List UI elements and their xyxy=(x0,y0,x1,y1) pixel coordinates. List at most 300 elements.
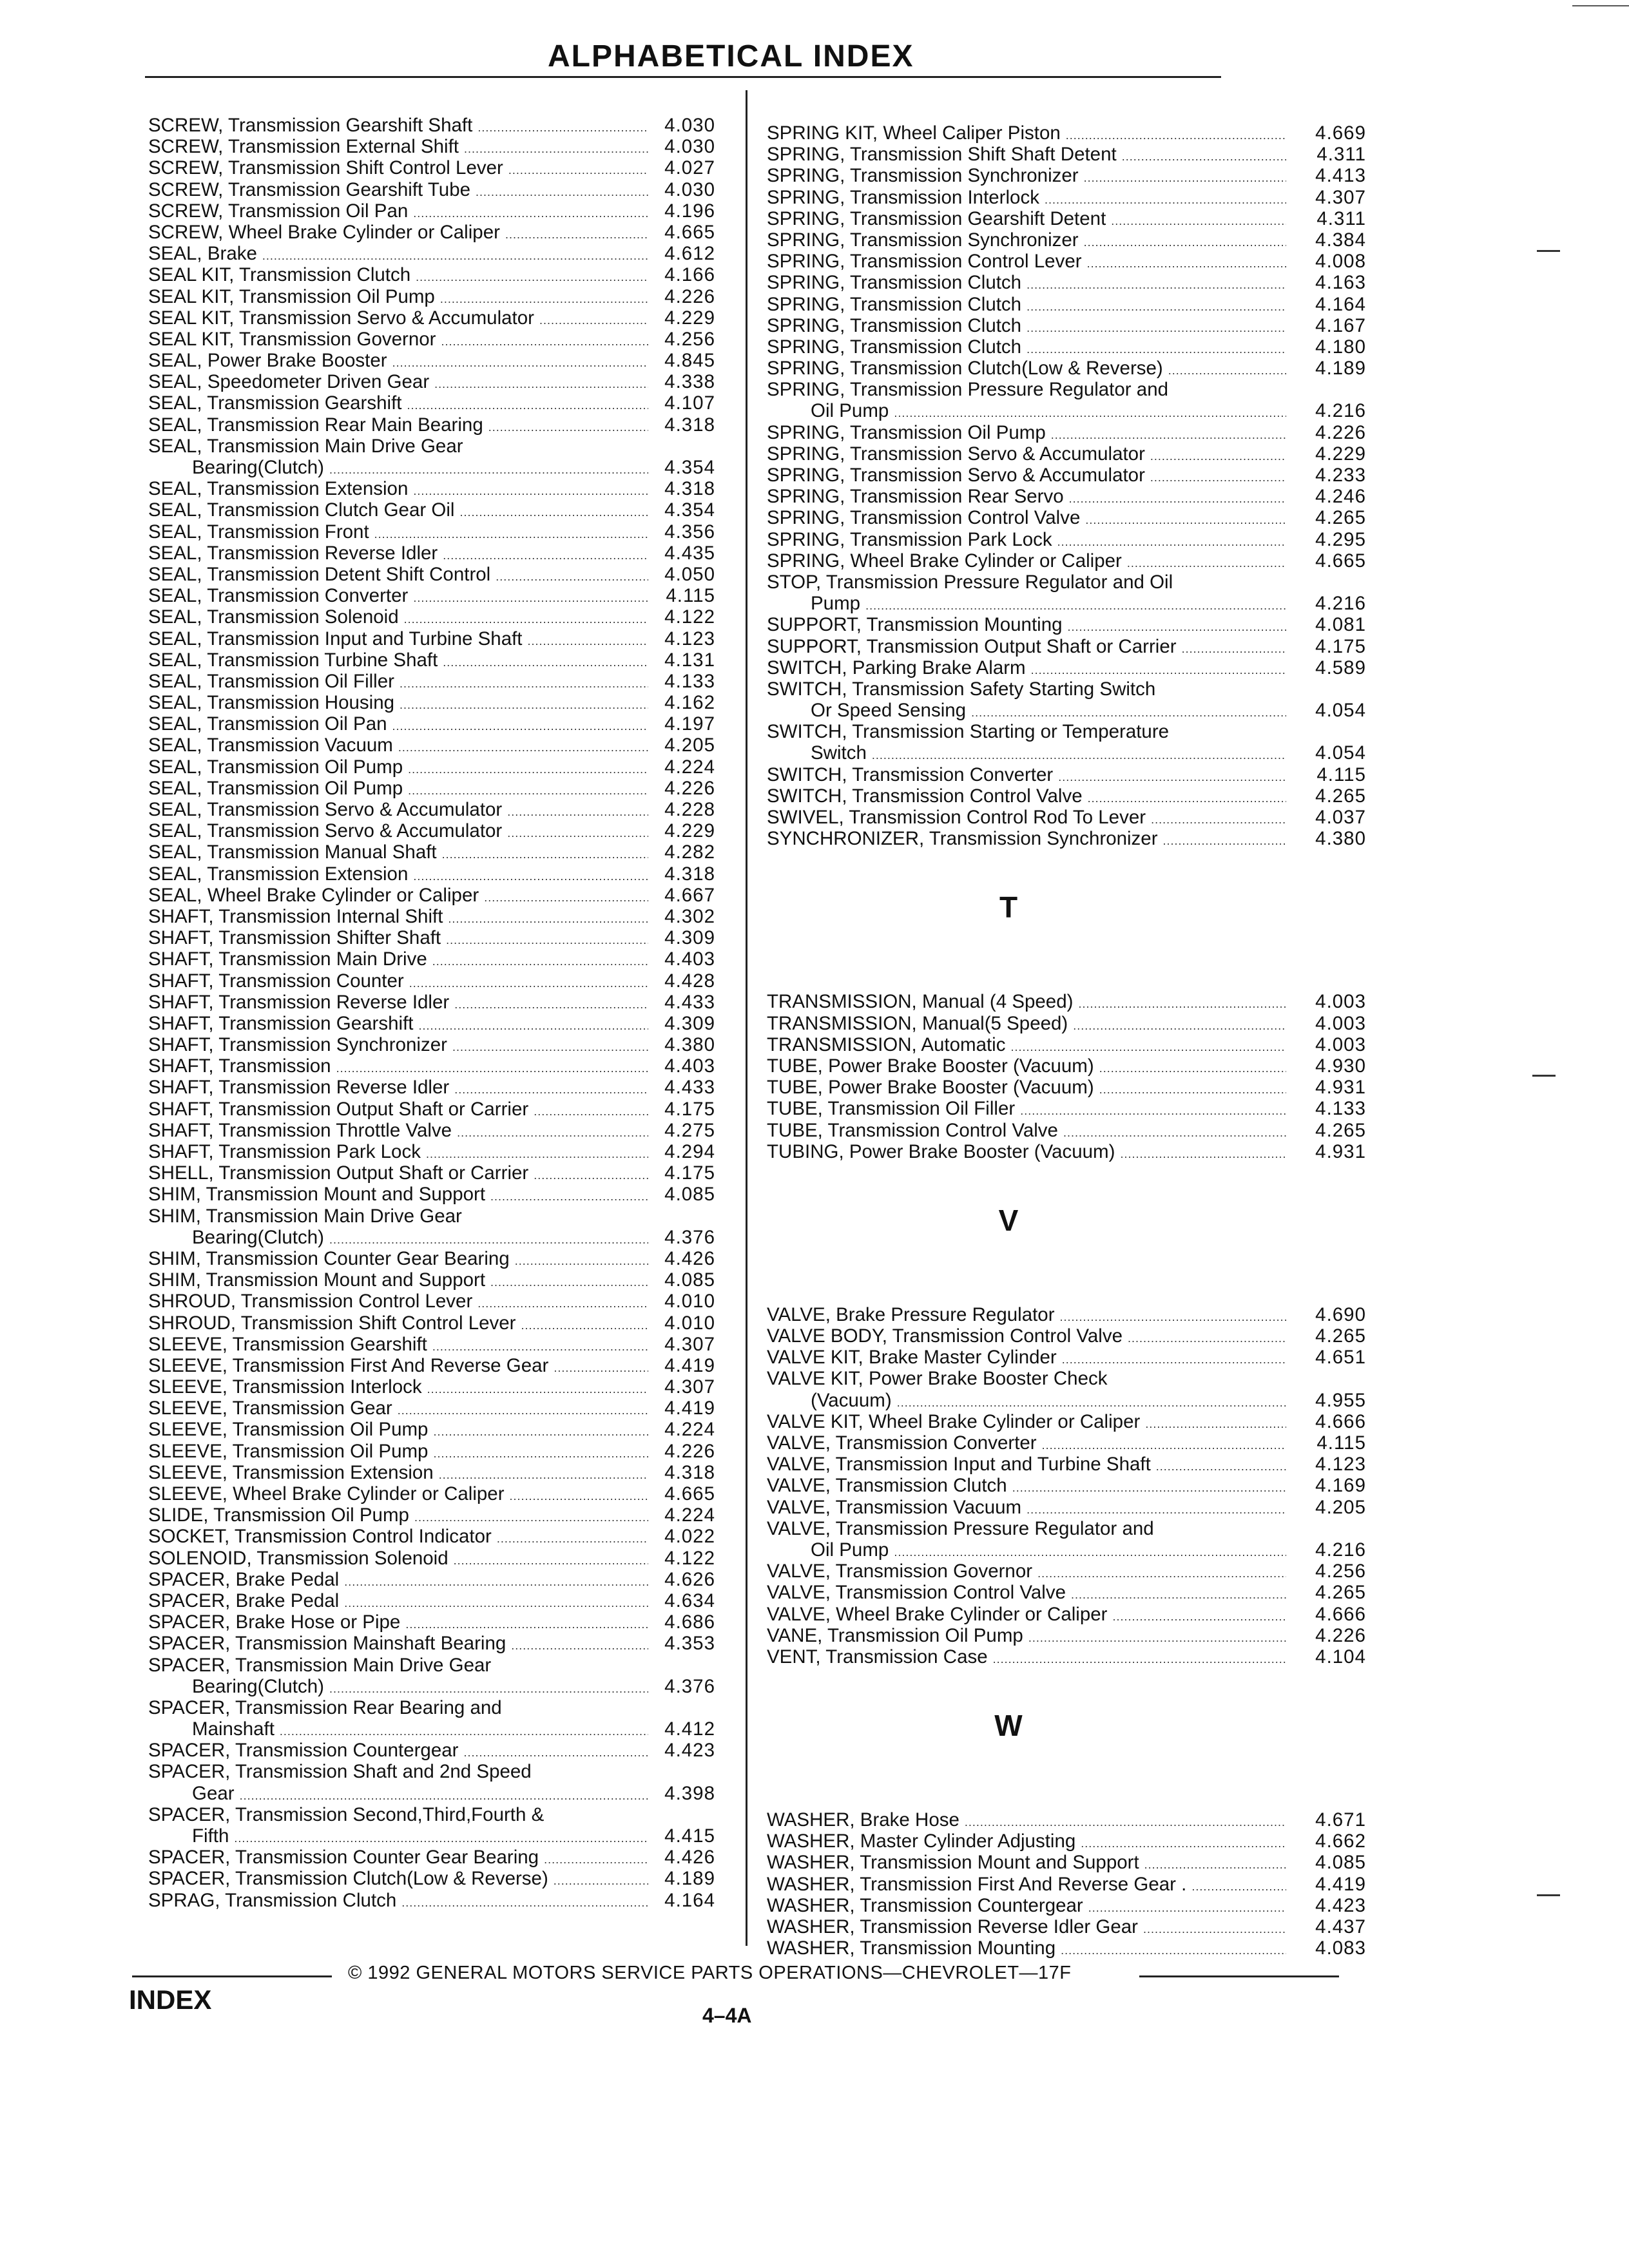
index-entry-label: SLEEVE, Transmission Extension xyxy=(148,1461,434,1483)
index-entry xyxy=(767,1646,1366,1667)
index-entry-label: SPRING, Transmission Clutch xyxy=(767,272,1022,294)
index-entry xyxy=(148,371,715,392)
index-entry-page: 4.030 xyxy=(664,136,715,158)
index-entry xyxy=(767,1831,1366,1852)
index-entry xyxy=(767,122,1366,144)
dot-leader xyxy=(416,267,648,288)
index-entry xyxy=(767,1454,1366,1475)
index-column-right xyxy=(767,122,1366,1959)
dot-leader xyxy=(534,1101,648,1122)
index-entry-label: TUBE, Power Brake Booster (Vacuum) xyxy=(767,1055,1094,1077)
index-entry-label: SPRING, Wheel Brake Cylinder or Caliper xyxy=(767,550,1122,572)
index-entry xyxy=(767,1411,1366,1432)
index-entry-page: 4.665 xyxy=(1315,550,1366,572)
index-entry-page: 4.037 xyxy=(1315,807,1366,828)
dot-leader xyxy=(528,631,649,652)
index-entry xyxy=(767,657,1366,678)
dot-leader xyxy=(1085,510,1286,531)
index-entry-page: 4.115 xyxy=(1316,764,1366,785)
index-entry-page: 4.433 xyxy=(664,991,715,1013)
index-entry-page: 4.338 xyxy=(664,371,715,393)
index-entry-label: SEAL, Transmission Servo & Accumulator xyxy=(148,820,503,842)
index-entry-label: SHAFT, Transmission Reverse Idler xyxy=(148,991,450,1013)
index-entry-label: SHIM, Transmission Main Drive Gear xyxy=(148,1205,462,1227)
index-entry-page: 4.122 xyxy=(664,606,715,628)
index-entry xyxy=(148,1526,715,1547)
index-entry-label: Switch xyxy=(811,742,867,764)
index-entry-label: VANE, Transmission Oil Pump xyxy=(767,1624,1023,1646)
index-entry-page: 4.008 xyxy=(1315,251,1366,273)
footer-rule-right xyxy=(1139,1975,1339,1977)
dot-leader xyxy=(1087,253,1286,274)
index-entry-label: SWITCH, Transmission Control Valve xyxy=(767,785,1083,807)
index-entry-label: VALVE, Brake Pressure Regulator xyxy=(767,1303,1055,1325)
index-entry-label: TUBE, Power Brake Booster (Vacuum) xyxy=(767,1077,1094,1099)
index-entry-page: 4.311 xyxy=(1316,207,1366,229)
index-entry-page: 4.356 xyxy=(664,521,715,543)
index-entry xyxy=(767,1304,1366,1325)
index-entry-page: 4.123 xyxy=(664,628,715,649)
index-entry-page: 4.010 xyxy=(664,1291,715,1312)
index-entry-page: 4.626 xyxy=(664,1568,715,1590)
dot-leader xyxy=(1099,1079,1286,1100)
index-entry-page: 4.196 xyxy=(664,200,715,222)
index-entry xyxy=(148,1248,715,1269)
index-entry xyxy=(148,1162,715,1184)
index-entry-page: 4.380 xyxy=(1315,828,1366,850)
index-entry-label: SCREW, Wheel Brake Cylinder or Caliper xyxy=(148,221,500,243)
index-entry-page: 4.265 xyxy=(1315,1582,1366,1604)
index-entry-page: 4.265 xyxy=(1315,1325,1366,1347)
dot-leader xyxy=(1112,1606,1286,1628)
index-entry-label: Or Speed Sensing xyxy=(811,700,967,722)
index-entry-label: SEAL, Transmission Reverse Idler xyxy=(148,542,438,564)
index-entry-label: SHIM, Transmission Mount and Support xyxy=(148,1184,486,1206)
index-entry xyxy=(148,863,715,885)
index-entry-page: 4.003 xyxy=(1315,991,1366,1013)
index-entry xyxy=(148,649,715,671)
index-entry-page: 4.426 xyxy=(664,1247,715,1269)
index-entry xyxy=(148,1569,715,1590)
index-entry-label: WASHER, Transmission Mount and Support xyxy=(767,1852,1139,1874)
index-entry xyxy=(767,1809,1366,1831)
dot-leader xyxy=(1027,318,1286,339)
index-entry xyxy=(767,1368,1366,1389)
index-entry xyxy=(767,1561,1366,1582)
index-entry xyxy=(148,329,715,350)
dot-leader xyxy=(1156,1456,1286,1477)
index-entry-page: 4.428 xyxy=(664,970,715,992)
index-entry-page: 4.413 xyxy=(1315,165,1366,187)
dot-leader xyxy=(507,823,648,844)
index-entry-label: SEAL, Transmission Servo & Accumulator xyxy=(148,799,503,820)
index-entry-page: 4.175 xyxy=(664,1098,715,1120)
index-entry-label: SEAL, Brake xyxy=(148,243,257,265)
index-entry-page: 4.030 xyxy=(664,178,715,200)
index-entry-page: 4.666 xyxy=(1315,1603,1366,1625)
index-entry-page: 4.122 xyxy=(664,1547,715,1569)
index-entry xyxy=(767,358,1366,379)
index-entry-label: SEAL, Transmission Oil Pump xyxy=(148,756,403,778)
index-entry xyxy=(148,606,715,628)
index-entry-page: 4.666 xyxy=(1315,1410,1366,1432)
index-entry-page: 4.169 xyxy=(1315,1475,1366,1497)
index-entry-label: SPRING, Transmission Synchronizer xyxy=(767,165,1079,187)
index-entry xyxy=(767,742,1366,764)
index-entry-page: 4.412 xyxy=(664,1718,715,1740)
index-entry-page: 4.433 xyxy=(664,1077,715,1099)
index-entry xyxy=(148,286,715,307)
index-entry xyxy=(767,443,1366,465)
index-entry-label: SEAL KIT, Transmission Servo & Accumulator xyxy=(148,307,534,329)
index-entry xyxy=(148,1740,715,1761)
index-entry-label: SEAL, Transmission Solenoid xyxy=(148,606,399,628)
index-entry-page: 4.671 xyxy=(1315,1809,1366,1831)
index-entry-page: 4.216 xyxy=(1315,400,1366,422)
index-entry-label: WASHER, Transmission Reverse Idler Gear xyxy=(767,1916,1138,1937)
index-entry xyxy=(767,1497,1366,1518)
index-entry-label: STOP, Transmission Pressure Regulator and Oil xyxy=(767,571,1173,593)
index-entry xyxy=(767,1077,1366,1098)
index-entry-label: SPACER, Transmission Second,Third,Fourth & xyxy=(148,1803,545,1825)
index-entry-page: 4.104 xyxy=(1315,1646,1366,1667)
index-entry-label: SEAL, Transmission Manual Shaft xyxy=(148,841,437,863)
index-entry-page: 4.256 xyxy=(1315,1561,1366,1582)
index-entry xyxy=(767,1895,1366,1916)
index-entry xyxy=(148,778,715,799)
index-section-t xyxy=(767,991,1366,1162)
index-entry xyxy=(148,222,715,243)
index-entry xyxy=(767,144,1366,165)
index-entry-label: SPACER, Transmission Clutch(Low & Reverse) xyxy=(148,1868,548,1890)
dot-leader xyxy=(1128,1328,1286,1349)
index-entry-page: 4.423 xyxy=(664,1740,715,1762)
index-section-w xyxy=(767,1809,1366,1959)
index-entry-page: 4.384 xyxy=(1315,229,1366,251)
index-entry-label: SLEEVE, Transmission Interlock xyxy=(148,1376,422,1398)
index-entry xyxy=(148,735,715,756)
index-entry-label: SPRING, Transmission Synchronizer xyxy=(767,229,1079,251)
index-entry-page: 4.307 xyxy=(664,1333,715,1355)
dot-leader xyxy=(1027,274,1286,296)
dot-leader xyxy=(484,887,648,908)
index-entry-page: 4.216 xyxy=(1315,1539,1366,1561)
index-entry-page: 4.131 xyxy=(664,649,715,671)
index-entry-label: SEAL, Transmission Gearshift xyxy=(148,392,402,414)
dot-leader xyxy=(488,417,648,438)
index-entry xyxy=(148,1206,715,1227)
index-entry-page: 4.226 xyxy=(664,1440,715,1462)
index-entry xyxy=(148,1697,715,1718)
dot-leader xyxy=(507,802,648,823)
index-entry xyxy=(148,799,715,820)
index-entry-label: SPRING, Transmission Clutch xyxy=(767,336,1022,358)
index-entry-label: SEAL KIT, Transmission Oil Pump xyxy=(148,285,435,307)
index-entry-label: TRANSMISSION, Manual(5 Speed) xyxy=(767,1012,1068,1034)
index-entry xyxy=(148,457,715,478)
dot-leader xyxy=(1143,1919,1286,1940)
footer-section-label: INDEX xyxy=(129,1984,212,2015)
index-entry-page: 4.003 xyxy=(1315,1033,1366,1055)
index-entry-label: SWITCH, Transmission Converter xyxy=(767,764,1054,785)
index-entry-label: SPRAG, Transmission Clutch xyxy=(148,1889,397,1911)
index-entry xyxy=(767,400,1366,421)
dot-leader xyxy=(1182,639,1286,660)
index-entry-page: 4.634 xyxy=(664,1590,715,1611)
index-entry-label: SHAFT, Transmission Park Lock xyxy=(148,1141,421,1162)
index-entry xyxy=(148,350,715,371)
index-entry-page: 4.229 xyxy=(664,307,715,329)
index-entry-label: Bearing(Clutch) xyxy=(192,1226,324,1248)
index-entry-label: SPACER, Transmission Counter Gear Bearing xyxy=(148,1847,539,1869)
index-entry-label: Fifth xyxy=(192,1825,229,1847)
index-entry xyxy=(767,550,1366,572)
index-entry xyxy=(767,636,1366,657)
index-entry xyxy=(767,785,1366,807)
index-entry xyxy=(148,115,715,136)
index-entry-label: SHAFT, Transmission Output Shaft or Carrier xyxy=(148,1098,529,1120)
index-entry-label: SEAL, Transmission Input and Turbine Shaft xyxy=(148,628,523,649)
margin-tick xyxy=(1532,1075,1556,1077)
index-entry-label: SPRING, Transmission Control Lever xyxy=(767,251,1082,273)
index-entry xyxy=(148,820,715,841)
dot-leader xyxy=(433,1443,648,1465)
index-entry-label: SHAFT, Transmission xyxy=(148,1055,331,1077)
index-entry-page: 4.931 xyxy=(1315,1077,1366,1099)
index-entry-label: SEAL, Transmission Clutch Gear Oil xyxy=(148,499,455,521)
index-entry-page: 4.294 xyxy=(664,1141,715,1162)
index-entry-label: SHAFT, Transmission Gearshift xyxy=(148,1012,414,1034)
index-entry-label: SEAL, Transmission Front xyxy=(148,521,369,543)
index-entry xyxy=(767,721,1366,742)
index-entry-page: 4.275 xyxy=(664,1119,715,1141)
index-entry-page: 4.224 xyxy=(664,1504,715,1526)
index-entry-label: TUBE, Transmission Oil Filler xyxy=(767,1098,1016,1120)
index-entry-label: SHAFT, Transmission Main Drive xyxy=(148,948,427,970)
index-entry-label: WASHER, Transmission Mounting xyxy=(767,1937,1056,1959)
index-entry xyxy=(148,1633,715,1654)
index-entry-label: SPRING, Transmission Control Valve xyxy=(767,507,1081,529)
index-entry-page: 4.115 xyxy=(666,585,715,607)
index-entry-label: SWITCH, Parking Brake Alarm xyxy=(767,657,1026,678)
index-entry-label: SEAL, Transmission Converter xyxy=(148,585,409,607)
index-entry xyxy=(767,1874,1366,1895)
index-entry-label: Mainshaft xyxy=(192,1718,275,1740)
index-entry-page: 4.205 xyxy=(664,735,715,756)
index-entry-page: 4.167 xyxy=(1315,314,1366,336)
index-entry-page: 4.686 xyxy=(664,1611,715,1633)
index-entry-label: SEAL, Power Brake Booster xyxy=(148,350,387,372)
index-entry-page: 4.107 xyxy=(664,392,715,414)
index-entry xyxy=(767,593,1366,614)
index-entry-page: 4.162 xyxy=(664,692,715,714)
index-entry xyxy=(148,1077,715,1098)
index-entry xyxy=(767,572,1366,593)
margin-tick xyxy=(1537,250,1560,252)
index-entry-page: 4.435 xyxy=(664,542,715,564)
index-entry-label: SWITCH, Transmission Safety Starting Switch xyxy=(767,678,1156,700)
index-entry-label: SEAL, Wheel Brake Cylinder or Caliper xyxy=(148,884,479,906)
index-entry-page: 4.256 xyxy=(664,328,715,350)
index-entry-label: SCREW, Transmission External Shift xyxy=(148,136,459,158)
index-entry xyxy=(148,264,715,285)
index-entry xyxy=(148,543,715,564)
dot-leader xyxy=(1120,1144,1286,1165)
title-rule xyxy=(145,76,1221,78)
index-entry-label: SHAFT, Transmission Reverse Idler xyxy=(148,1077,450,1099)
index-entry-page: 4.030 xyxy=(664,115,715,136)
index-entry-label: VENT, Transmission Case xyxy=(767,1646,988,1667)
index-entry xyxy=(148,1825,715,1847)
index-entry xyxy=(767,422,1366,443)
index-entry-label: TRANSMISSION, Manual (4 Speed) xyxy=(767,991,1074,1013)
index-entry xyxy=(767,1098,1366,1119)
dot-leader xyxy=(1168,360,1286,381)
dot-leader xyxy=(448,908,648,930)
index-entry-page: 4.010 xyxy=(664,1312,715,1334)
index-entry-label: SEAL, Transmission Rear Main Bearing xyxy=(148,414,483,436)
index-entry xyxy=(767,507,1366,528)
index-column-left xyxy=(148,115,715,1911)
index-entry-label: SLIDE, Transmission Oil Pump xyxy=(148,1504,409,1526)
index-entry xyxy=(767,1013,1366,1034)
index-entry xyxy=(148,1718,715,1740)
index-entry-label: SHAFT, Transmission Shifter Shaft xyxy=(148,927,441,949)
index-entry-label: SHAFT, Transmission Synchronizer xyxy=(148,1034,447,1056)
index-entry-label: SPACER, Transmission Mainshaft Bearing xyxy=(148,1633,506,1655)
index-entry-label: SPRING, Transmission Oil Pump xyxy=(767,421,1046,443)
page-title: ALPHABETICAL INDEX xyxy=(548,39,914,73)
dot-leader xyxy=(521,1315,648,1336)
index-entry xyxy=(148,1141,715,1162)
index-entry-label: SCREW, Transmission Oil Pan xyxy=(148,200,409,222)
dot-leader xyxy=(1027,296,1286,318)
dot-leader xyxy=(508,160,648,181)
dot-leader xyxy=(511,1635,648,1657)
index-entry-page: 4.164 xyxy=(664,1889,715,1911)
index-entry-page: 4.246 xyxy=(1315,486,1366,508)
index-entry-page: 4.083 xyxy=(1315,1937,1366,1959)
index-entry xyxy=(767,828,1366,849)
index-entry xyxy=(148,585,715,606)
index-entry xyxy=(148,1783,715,1804)
index-entry-label: SPRING, Transmission Clutch xyxy=(767,314,1022,336)
index-entry-label: SPRING, Transmission Rear Servo xyxy=(767,486,1064,508)
dot-leader xyxy=(427,1379,648,1400)
index-entry xyxy=(148,713,715,735)
index-entry-page: 4.403 xyxy=(664,1055,715,1077)
index-entry xyxy=(148,1590,715,1611)
dot-leader xyxy=(392,716,648,737)
dot-leader xyxy=(1111,211,1286,232)
dot-leader xyxy=(400,673,648,695)
index-entry xyxy=(148,1376,715,1398)
index-entry-label: SEAL KIT, Transmission Governor xyxy=(148,328,436,350)
dot-leader xyxy=(392,352,648,374)
dot-leader xyxy=(432,951,648,972)
index-entry-page: 4.419 xyxy=(1315,1873,1366,1895)
dot-leader xyxy=(490,1272,648,1293)
index-entry xyxy=(148,1504,715,1526)
index-entry xyxy=(767,991,1366,1012)
index-entry-page: 4.133 xyxy=(1315,1098,1366,1120)
index-entry-page: 4.302 xyxy=(664,905,715,927)
dot-leader xyxy=(452,1037,648,1058)
dot-leader xyxy=(446,930,648,951)
index-entry xyxy=(148,1441,715,1462)
index-entry xyxy=(148,671,715,692)
index-entry-page: 4.085 xyxy=(664,1184,715,1206)
index-entry-label: Oil Pump xyxy=(811,400,889,422)
index-entry-label: SEAL, Transmission Oil Filler xyxy=(148,670,394,692)
index-entry-page: 4.589 xyxy=(1315,657,1366,678)
index-entry xyxy=(148,200,715,222)
index-entry xyxy=(148,1120,715,1141)
index-entry xyxy=(767,315,1366,336)
index-entry-page: 4.205 xyxy=(1315,1496,1366,1518)
index-entry-page: 4.027 xyxy=(664,157,715,179)
index-entry-label: VALVE, Transmission Clutch xyxy=(767,1475,1007,1497)
corner-rule xyxy=(1572,5,1629,6)
index-entry-page: 4.081 xyxy=(1315,614,1366,636)
index-entry xyxy=(148,478,715,499)
dot-leader xyxy=(554,1870,648,1892)
index-entry-label: VALVE BODY, Transmission Control Valve xyxy=(767,1325,1123,1347)
index-entry-page: 4.307 xyxy=(1315,186,1366,208)
index-entry-label: SEAL KIT, Transmission Clutch xyxy=(148,264,411,286)
dot-leader xyxy=(401,1892,648,1914)
section-letter-w: W xyxy=(994,1709,1023,1743)
index-entry-page: 4.197 xyxy=(664,713,715,735)
index-entry-page: 4.003 xyxy=(1315,1012,1366,1034)
dot-leader xyxy=(457,1122,648,1144)
index-entry-label: SCREW, Transmission Gearshift Tube xyxy=(148,178,471,200)
index-entry xyxy=(148,1868,715,1889)
section-letter-t: T xyxy=(999,890,1018,925)
index-entry-page: 4.233 xyxy=(1315,465,1366,486)
index-entry xyxy=(148,1398,715,1419)
index-entry xyxy=(148,1804,715,1825)
index-entry-label: SEAL, Transmission Extension xyxy=(148,863,409,885)
index-entry xyxy=(767,807,1366,828)
index-entry-page: 4.318 xyxy=(664,478,715,500)
index-entry-page: 4.216 xyxy=(1315,593,1366,615)
index-entry xyxy=(767,1055,1366,1077)
index-entry-label: SPACER, Brake Hose or Pipe xyxy=(148,1611,401,1633)
index-entry-label: SLEEVE, Transmission Oil Pump xyxy=(148,1419,429,1441)
index-entry xyxy=(767,614,1366,635)
index-entry-page: 4.265 xyxy=(1315,507,1366,529)
dot-leader xyxy=(1073,1015,1286,1037)
index-entry-label: VALVE KIT, Wheel Brake Cylinder or Caliper xyxy=(767,1410,1141,1432)
dot-leader xyxy=(418,1015,648,1037)
index-entry xyxy=(767,1432,1366,1454)
dot-leader xyxy=(433,1421,648,1443)
index-entry-page: 4.282 xyxy=(664,841,715,863)
index-entry-label: SLEEVE, Transmission Gearshift xyxy=(148,1333,427,1355)
dot-leader xyxy=(1058,767,1286,788)
index-entry-label: SWIVEL, Transmission Control Rod To Lever xyxy=(767,807,1146,828)
index-entry-label: SPRING, Transmission Clutch(Low & Reverse) xyxy=(767,358,1163,380)
index-entry-label: Bearing(Clutch) xyxy=(192,1675,324,1697)
dot-leader xyxy=(344,1571,648,1593)
index-entry-label: WASHER, Transmission First And Reverse Gear . xyxy=(767,1873,1187,1895)
index-entry xyxy=(148,628,715,649)
index-entry-label: WASHER, Transmission Countergear xyxy=(767,1894,1083,1916)
index-entry-label: (Vacuum) xyxy=(811,1389,892,1411)
index-entry-page: 4.667 xyxy=(664,884,715,906)
index-entry xyxy=(148,436,715,457)
